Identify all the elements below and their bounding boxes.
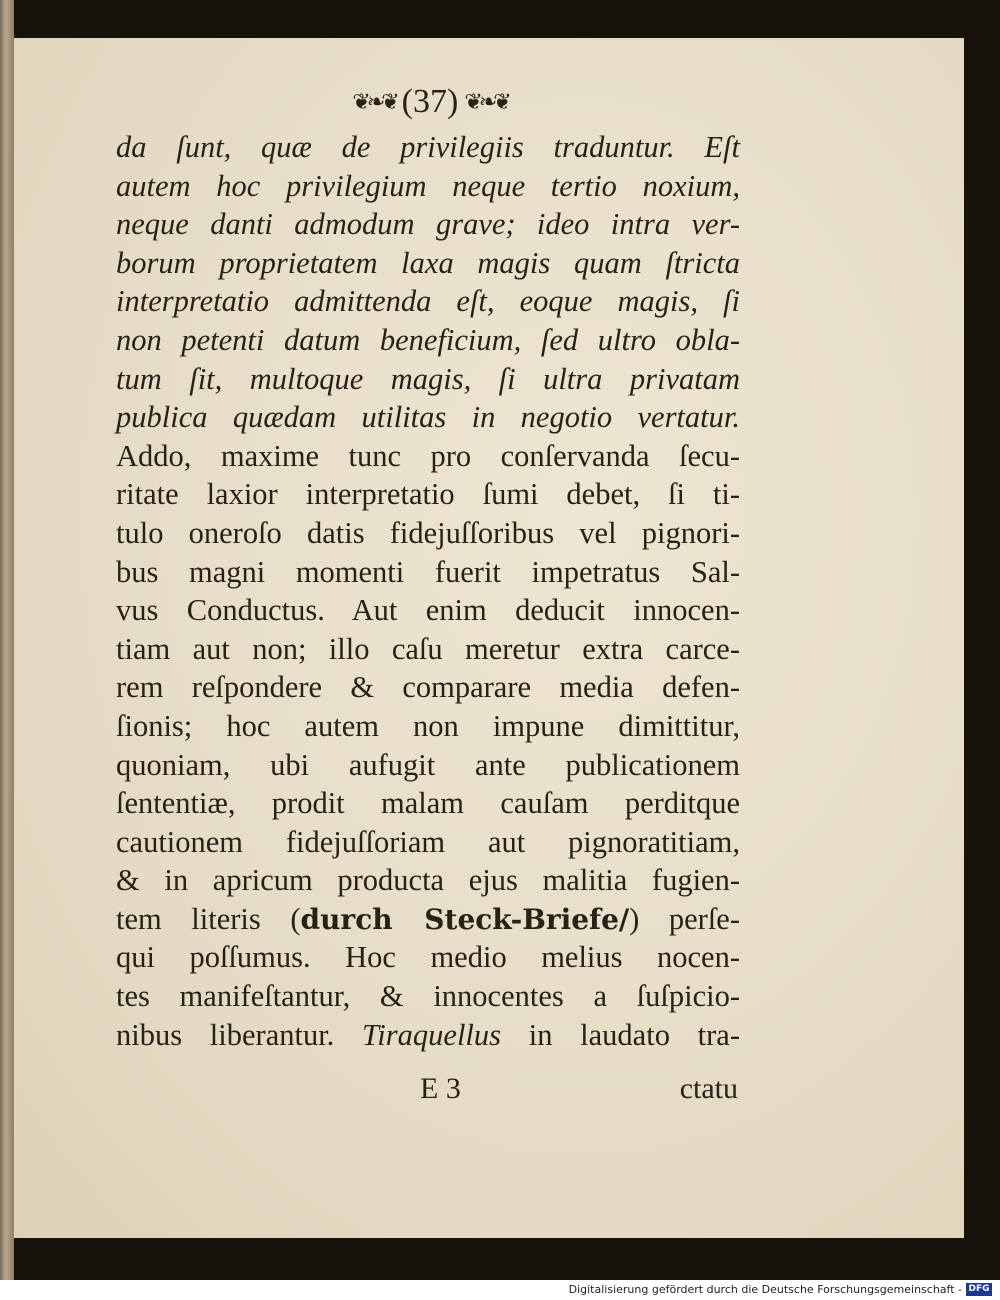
text-line: qui poſſumus. Hoc medio melius nocen- xyxy=(116,940,740,975)
dfg-logo: DFG xyxy=(966,1283,992,1296)
text-line: quoniam, ubi aufugit ante publicationem xyxy=(116,747,740,782)
page-number: (37) xyxy=(401,83,459,120)
text-line-mixed xyxy=(116,1016,740,1055)
body-text xyxy=(116,128,740,1054)
text-line: neque danti admodum grave; ideo intra ver- xyxy=(116,207,740,242)
text-line: ritate laxior interpretatio ſumi debet, ſi ti- xyxy=(116,477,740,512)
catchword: ctatu xyxy=(679,1072,738,1105)
text-line: vus Conductus. Aut enim deducit innocen- xyxy=(116,593,740,628)
text-line: ſionis; hoc autem non impune dimittitur, xyxy=(116,708,740,743)
text-line: non petenti datum beneficium, ſed ultro obla- xyxy=(116,322,740,357)
signature-mark: E 3 xyxy=(420,1072,461,1105)
ornament-left-icon: ❦❧❦ xyxy=(352,89,396,115)
text-line: tum ſit, multoque magis, ſi ultra privatam xyxy=(116,361,740,396)
running-head xyxy=(330,82,530,122)
text-segment: in laudato tra- xyxy=(501,1017,740,1052)
text-line: autem hoc privilegium neque tertio noxium, xyxy=(116,168,740,203)
text-line: cautionem fidejuſſoriam aut pignoratitiam, xyxy=(116,824,740,859)
text-line: bus magni momenti fuerit impetratus Sal- xyxy=(116,554,740,589)
text-segment: nibus liberantur. xyxy=(116,1017,363,1052)
text-line-mixed xyxy=(116,900,740,939)
text-line: publica quædam utilitas in negotio vertatur. xyxy=(116,400,740,435)
ornament-right-icon: ❦❧❦ xyxy=(464,89,508,115)
text-line: interpretatio admittenda eſt, eoque magis, ſi xyxy=(116,284,740,319)
credit-bar xyxy=(0,1280,1000,1300)
text-line: rem reſpondere & comparare media defen- xyxy=(116,670,740,705)
german-blackletter-phrase: durch Steck-Briefe/ xyxy=(300,902,630,936)
text-line: tulo oneroſo datis fidejuſſoribus vel pignori- xyxy=(116,515,740,550)
text-line: da ſunt, quæ de privilegiis traduntur. Eſt xyxy=(116,130,740,164)
text-line: ſententiæ, prodit malam cauſam perditque xyxy=(116,786,740,821)
text-line: tes manifeſtantur, & innocentes a ſuſpicio- xyxy=(116,979,740,1014)
text-line: tiam aut non; illo caſu meretur extra carce- xyxy=(116,631,740,666)
author-name: Tiraquellus xyxy=(362,1017,502,1052)
text-segment: tem literis ( xyxy=(116,901,301,936)
digitization-credit: Digitalisierung gefördert durch die Deutsche Forschungsgemeinschaft - xyxy=(568,1283,962,1296)
book-edge xyxy=(0,0,14,1280)
page-footer xyxy=(116,1072,740,1112)
text-line: borum proprietatem laxa magis quam ſtricta xyxy=(116,245,740,280)
text-segment: ) perſe- xyxy=(629,901,740,936)
text-line: Addo, maxime tunc pro conſervanda ſecu- xyxy=(116,438,740,473)
text-line: & in apricum producta ejus malitia fugien- xyxy=(116,863,740,898)
